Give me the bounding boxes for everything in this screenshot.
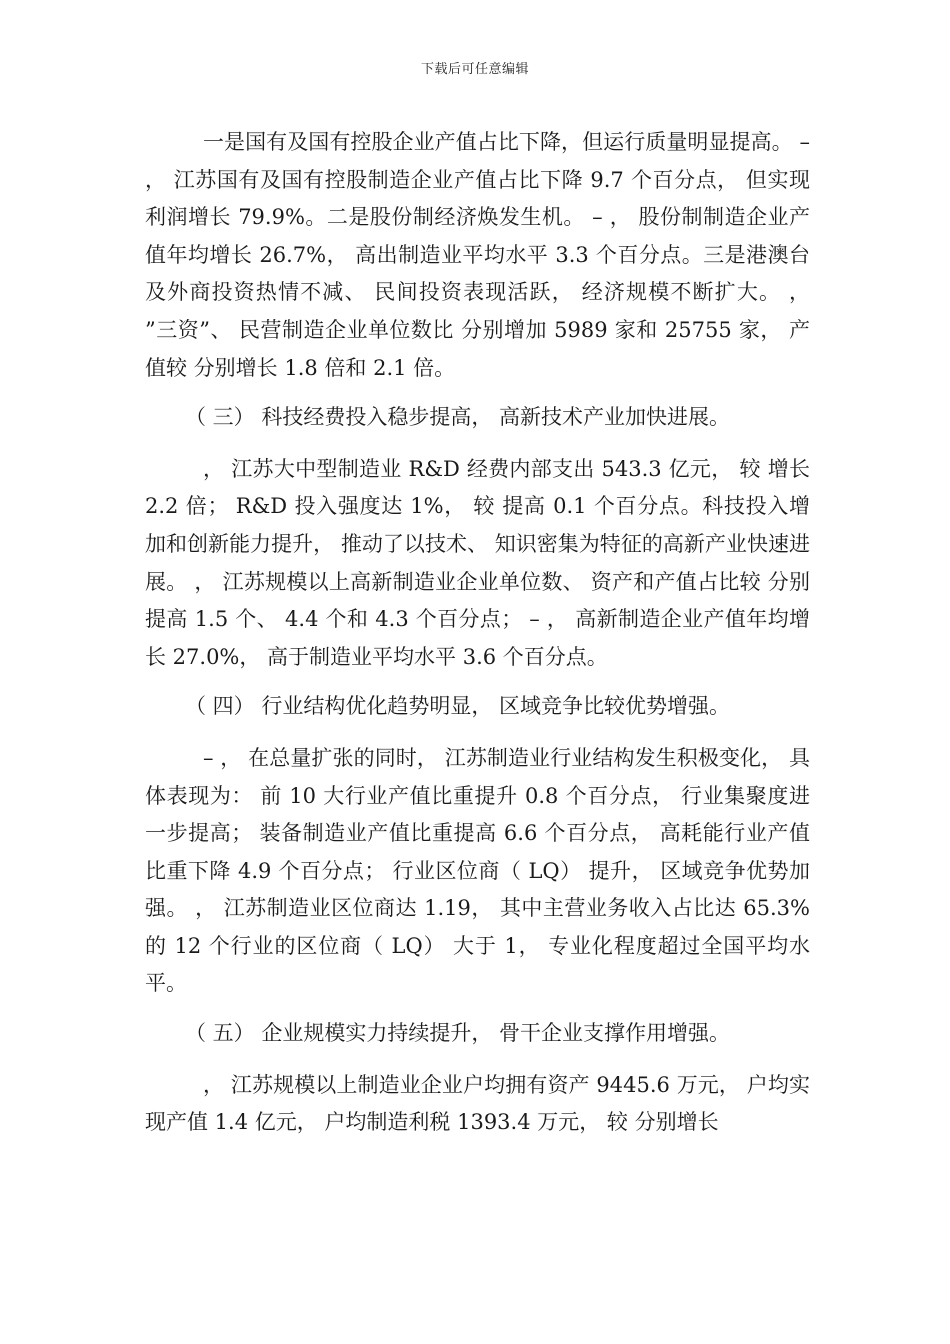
section-heading-5: （ 五） 企业规模实力持续提升， 骨干企业支撑作用增强。 [185, 1021, 731, 1046]
page-header-note: 下载后可任意编辑 [420, 62, 529, 77]
section-heading-4: （ 四） 行业结构优化趋势明显， 区域竞争比较优势增强。 [185, 694, 731, 719]
paragraph-rnd: ， 江苏大中型制造业 R&D 经费内部支出 543.3 亿元， 较 增长 2.2 倍； R&D 投入强度达 1%， 较 提高 0.1 个百分点。科技投入增加和创新能力提升， 推动了以技术、 知识密集为特征的高新产业快速进展。 ， 江苏规模以上高新制造业企业单位数、 资产和产值占比较 分别提高 1.5 个、 4.4 个和 4.3 个百分点； – ， 高新制造企业产值年均增长 27.0%， 高于制造业平均水平 3.6 个百分点。 [145, 456, 810, 669]
paragraph-enterprise-scale: ， 江苏规模以上制造业企业户均拥有资产 9445.6 万元， 户均实现产值 1.4 亿元， 户均制造利税 1393.4 万元， 较 分别增长 [145, 1072, 810, 1135]
document-body [145, 124, 810, 1154]
section-heading-3: （ 三） 科技经费投入稳步提高， 高新技术产业加快进展。 [185, 405, 731, 430]
paragraph-industry-structure: – ， 在总量扩张的同时， 江苏制造业行业结构发生积极变化， 具体表现为： 前 10 大行业产值比重提升 0.8 个百分点， 行业集聚度进一步提高； 装备制造业产值比重提高 6.6 个百分点， 高耗能行业产值比重下降 4.9 个百分点； 行业区位商（ LQ） 提升， 区域竞争优势加强。 ， 江苏制造业区位商达 1.19， 其中主营业务收入占比达 65.3%的 12 个行业的区位商（ LQ） 大于 1， 专业化程度超过全国平均水平。 [145, 745, 810, 996]
paragraph-ownership: 一是国有及国有控股企业产值占比下降，但运行质量明显提高。 – ， 江苏国有及国有控股制造企业产值占比下降 9.7 个百分点， 但实现利润增长 79.9%。二是股份制经济焕发生机。 – ， 股份制制造企业产值年均增长 26.7%， 高出制造业平均水平 3.3 个百分点。三是港澳台及外商投资热情不减、 民间投资表现活跃， 经济规模不断扩大。 ， ”三资”、 民营制造企业单位数比 分别增加 5989 家和 25755 家， 产值较 分别增长 1.8 倍和 2.1 倍。 [145, 130, 810, 380]
